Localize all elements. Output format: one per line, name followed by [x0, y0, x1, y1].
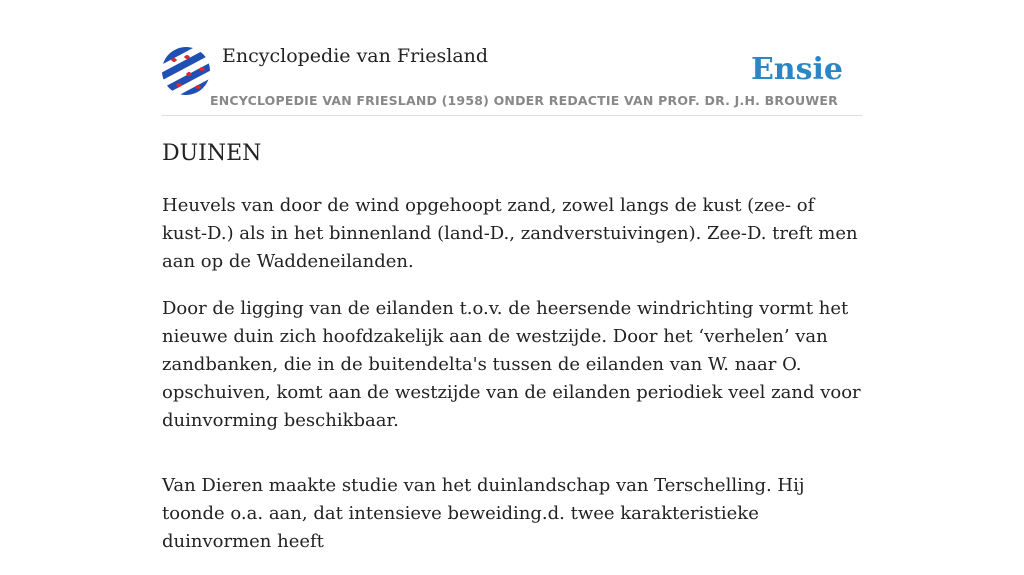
article-paragraph: Door de ligging van de eilanden t.o.v. de heersende windrichting vormt het nieuwe duin zich hoofdzakelijk aan de westzijde. Door het ‘verhelen’ van zandbanken, die in de buitendelta's tussen de eilanden van W. naar O. opschuiven, komt aan de westzijde van de eilanden periodiek veel zand voor duinvorming beschikbaar. — [162, 298, 861, 431]
site-header — [162, 0, 862, 116]
encyclopedia-subtitle: ENCYCLOPEDIE VAN FRIESLAND (1958) ONDER REDACTIE VAN PROF. DR. J.H. BROUWER — [210, 93, 838, 108]
article-body — [162, 192, 862, 575]
article-paragraph: Van Dieren maakte studie van het duinlandschap van Terschelling. Hij toonde o.a. aan, dat intensieve beweiding.d. twee karakteristieke duinvormen heeft — [162, 475, 805, 552]
article-title: DUINEN — [162, 141, 262, 166]
brand-logo[interactable]: Ensie — [750, 52, 843, 87]
article-paragraph: Heuvels van door de wind opgehoopt zand, zowel langs de kust (zee- of kust-D.) als in het binnenland (land-D., zandverstuivingen). Zee-D. treft men aan op de Waddeneilanden. — [162, 195, 858, 272]
site-title[interactable]: Encyclopedie van Friesland — [222, 45, 489, 67]
page — [162, 0, 862, 552]
frisian-flag-logo-icon[interactable] — [162, 47, 210, 95]
